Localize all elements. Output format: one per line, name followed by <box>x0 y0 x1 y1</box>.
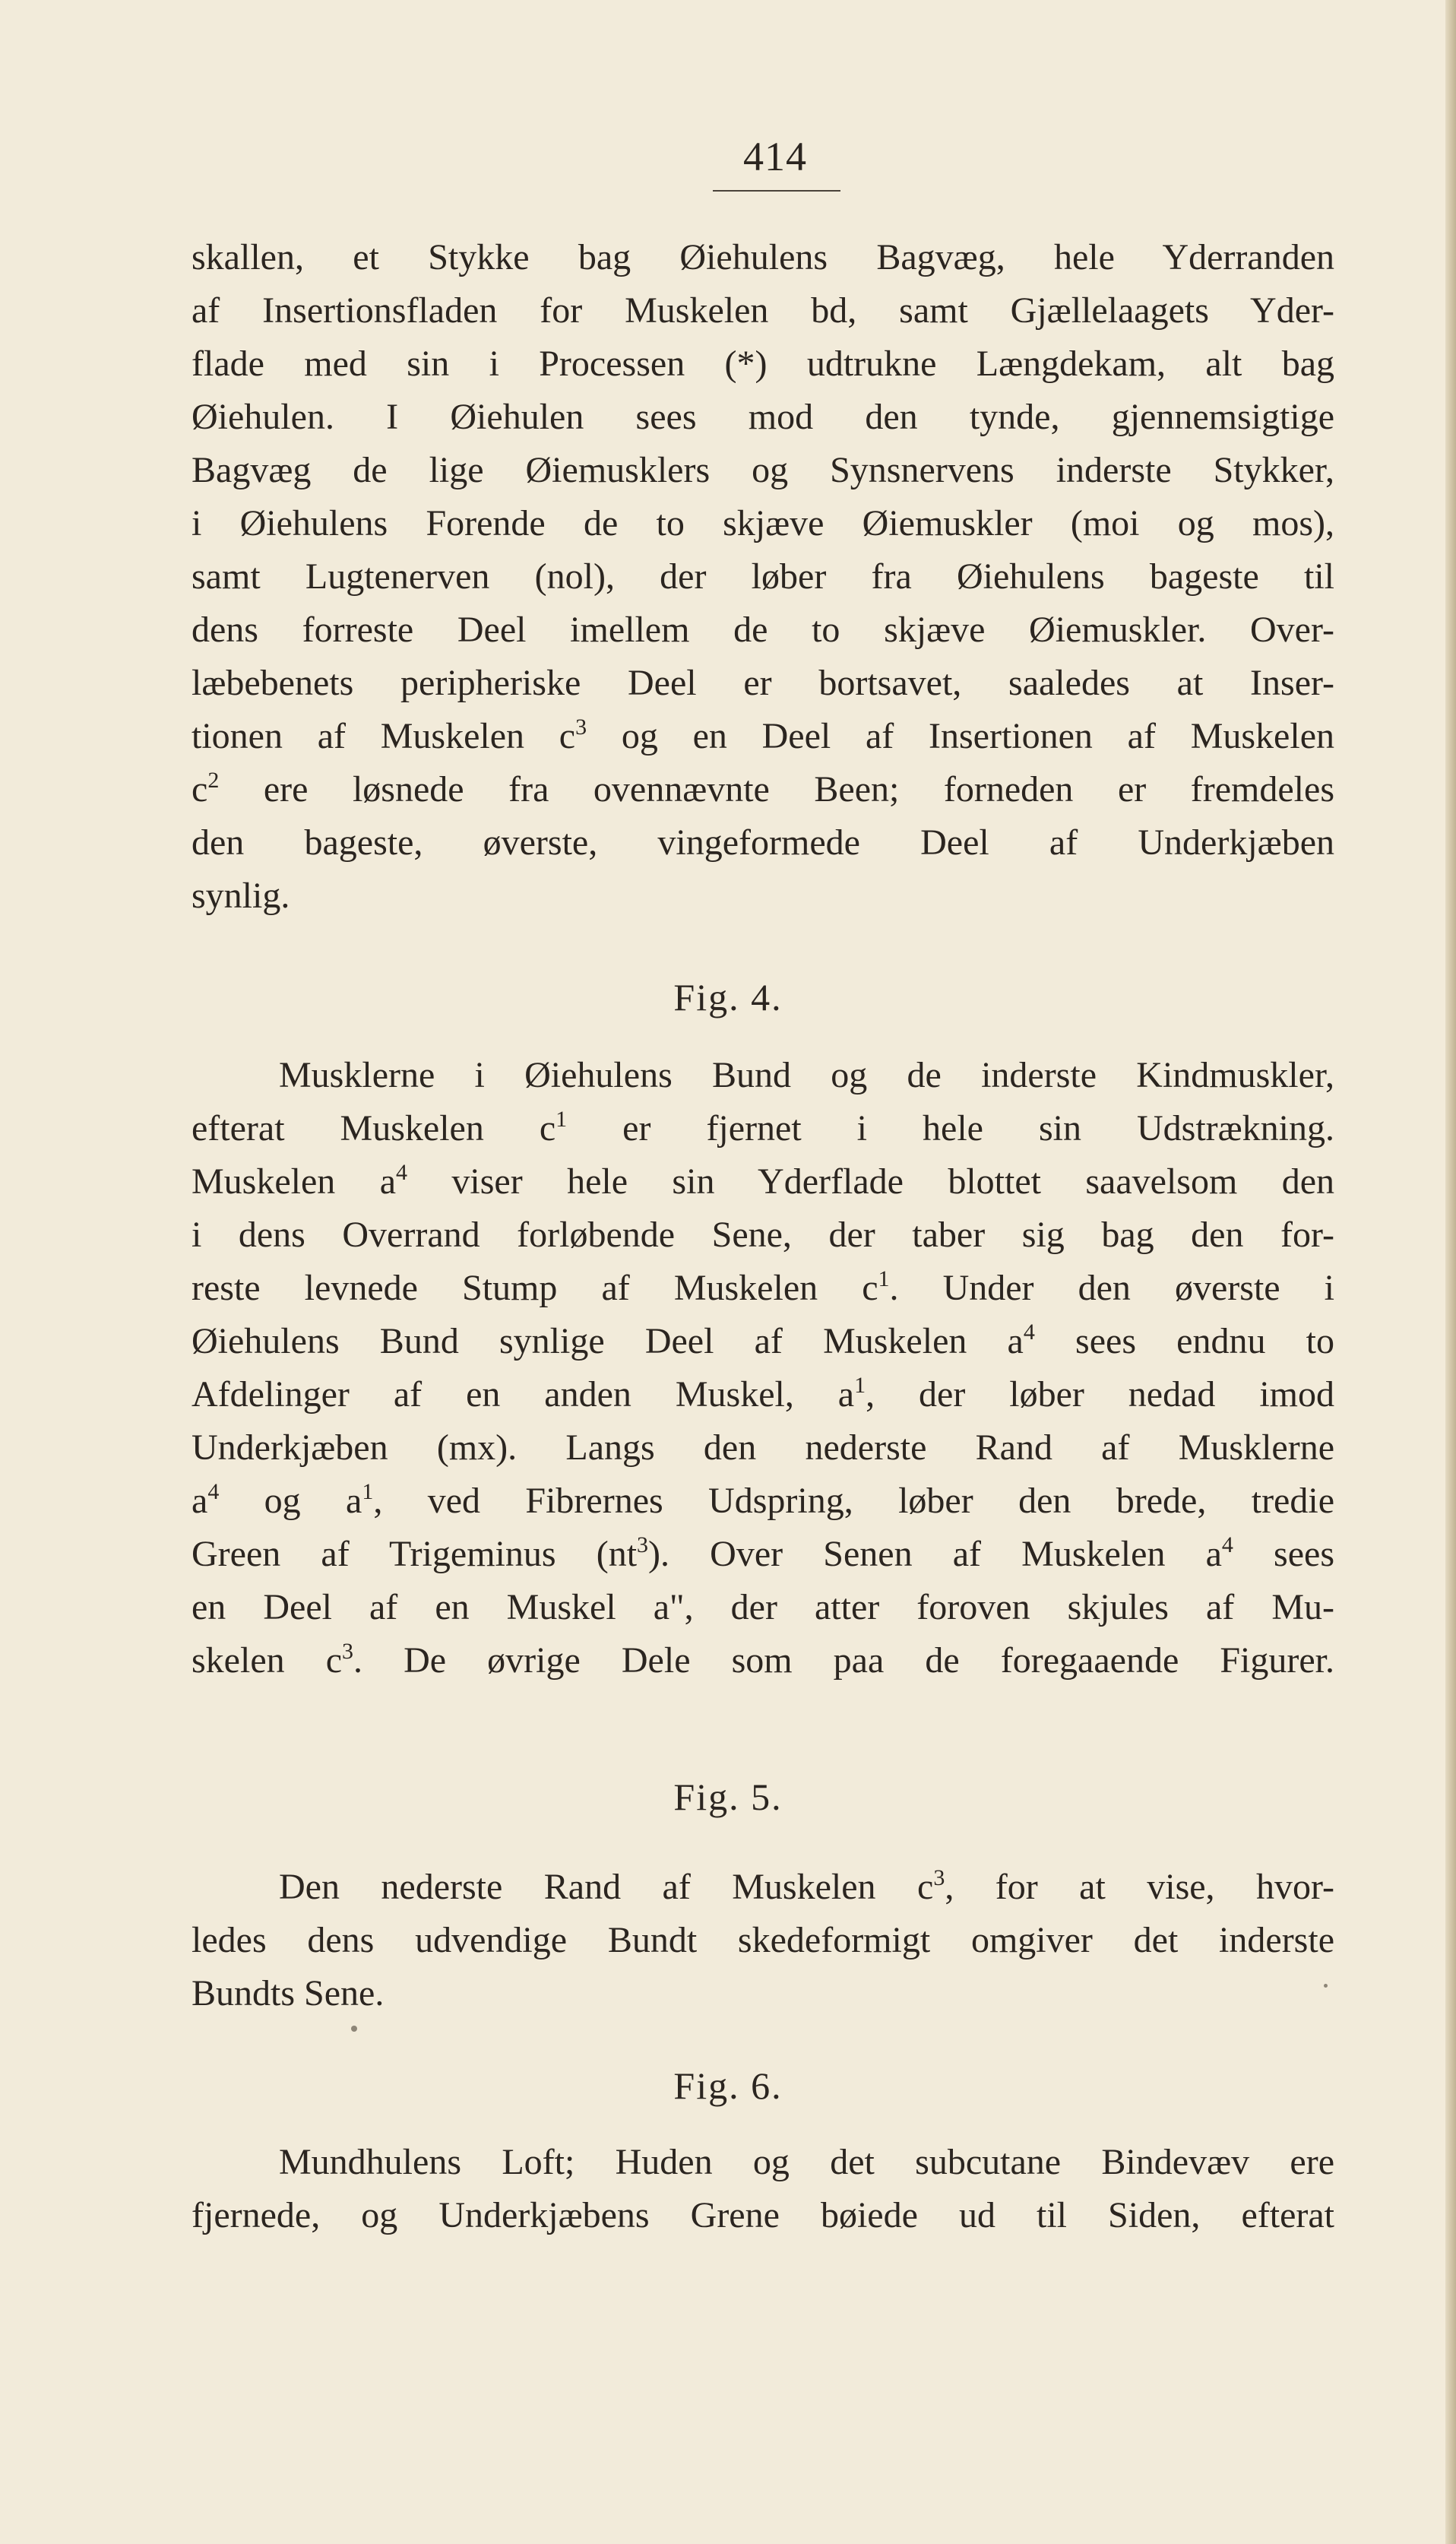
text-line: af Insertionsfladen for Muskelen bd, samt Gjællelaagets Yder- <box>191 290 1334 331</box>
text-line: reste levnede Stump af Muskelen $c^1$. Under den øverste i <box>191 1266 1334 1308</box>
text-line: Green af Trigeminus $(nt^3)$. Over Senen af Muskelen $a^4$ sees <box>191 1532 1334 1574</box>
text-line: synlig. <box>191 876 290 916</box>
paragraph-continuation <box>191 231 1334 923</box>
text-line: Musklerne i Øiehulens Bund og de inderste Kindmuskler, <box>279 1055 1334 1095</box>
text-line: tionen af Muskelen $c^3$ og en Deel af Insertionen af Muskelen <box>191 714 1334 756</box>
text-line: $a^4$ og $a^1$, ved Fibrernes Udspring, løber den brede, tredie <box>191 1479 1334 1521</box>
paper-speck <box>351 2026 357 2032</box>
text-line: Øiehulen. I Øiehulen sees mod den tynde, gjennemsigtige <box>191 397 1334 437</box>
text-line: $c^2$ ere løsnede fra ovennævnte Been; forneden er fremdeles <box>191 768 1334 809</box>
fig-4-caption <box>191 1049 1334 1687</box>
fig-6-heading: Fig. 6. <box>673 2064 783 2107</box>
text-line: i Øiehulens Forende de to skjæve Øiemuskler (moi og mos), <box>191 503 1334 543</box>
text-line: Afdelinger af en anden Muskel, $a^1$, der løber nedad imod <box>191 1373 1334 1415</box>
fig-6-caption <box>191 2136 1334 2242</box>
text-line: flade med sin i Processen (*) udtrukne Længdekam, alt bag <box>191 344 1334 384</box>
text-line: en Deel af en Muskel a", der atter foroven skjules af Mu- <box>191 1587 1334 1627</box>
text-line: den bageste, øverste, vingeformede Deel af Underkjæben <box>191 822 1334 863</box>
fig-4-heading: Fig. 4. <box>673 976 783 1019</box>
text-line: fjernede, og Underkjæbens Grene bøiede ud til Siden, efterat <box>191 2195 1334 2235</box>
text-line: Mundhulens Loft; Huden og det subcutane Bindevæv ere <box>279 2142 1334 2182</box>
text-line: ledes dens udvendige Bundt skedeformigt omgiver det inderste <box>191 1920 1334 1960</box>
text-line: dens forreste Deel imellem de to skjæve Øiemuskler. Over- <box>191 610 1334 650</box>
page-number-rule <box>713 190 840 192</box>
text-line: samt Lugtenerven (nol), der løber fra Øiehulens bageste til <box>191 556 1334 597</box>
text-line: skelen $c^3$. De øvrige Dele som paa de foregaaende Figurer. <box>191 1639 1334 1681</box>
text-line: Øiehulens Bund synlige Deel af Muskelen $a^4$ sees endnu to <box>191 1320 1334 1361</box>
text-line: Underkjæben (mx). Langs den nederste Rand af Musklerne <box>191 1427 1334 1468</box>
fig-5-heading: Fig. 5. <box>673 1776 783 1818</box>
text-line: skallen, et Stykke bag Øiehulens Bagvæg, hele Yderranden <box>191 237 1334 277</box>
text-line: Bundts Sene. <box>191 1973 385 2013</box>
fig-5-caption <box>191 1861 1334 2020</box>
text-line: Den nederste Rand af Muskelen $c^3$, for at vise, hvor- <box>279 1865 1334 1907</box>
text-line: læbebenets peripheriske Deel er bortsavet, saaledes at Inser- <box>191 663 1334 703</box>
paper-speck <box>1324 1984 1328 1988</box>
text-line: Bagvæg de lige Øiemusklers og Synsnervens inderste Stykker, <box>191 450 1334 490</box>
page-edge <box>1445 0 1456 2544</box>
text-line: i dens Overrand forløbende Sene, der taber sig bag den for- <box>191 1215 1334 1255</box>
text-line: Muskelen $a^4$ viser hele sin Yderflade blottet saavelsom den <box>191 1160 1334 1202</box>
page-number: 414 <box>743 134 807 179</box>
text-line: efterat Muskelen $c^1$ er fjernet i hele sin Udstrækning. <box>191 1107 1334 1148</box>
